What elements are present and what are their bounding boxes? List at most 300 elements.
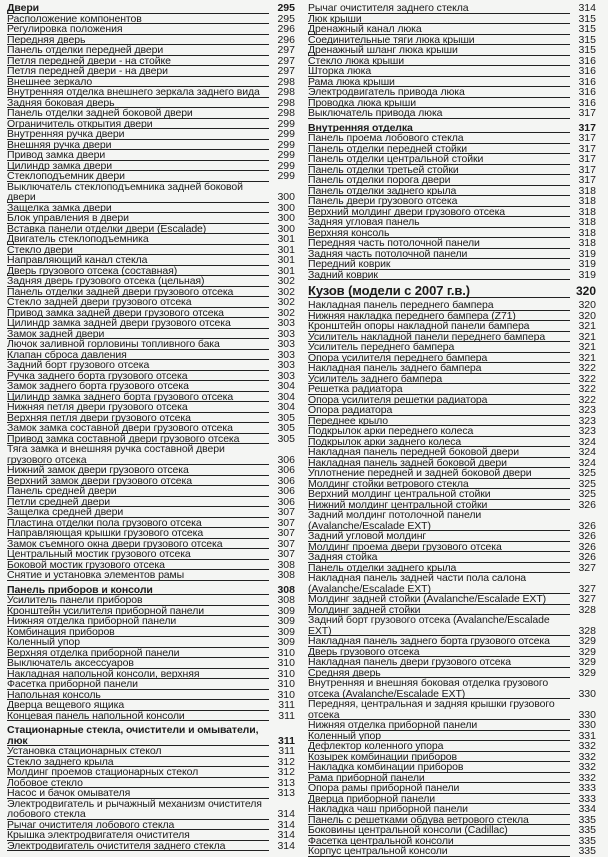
toc-entry-title: Петля передней двери - на стойке (7, 54, 171, 67)
toc-entry-title: Центральный мостик грузового отсека (7, 548, 191, 560)
toc-entry-title: Кузов (модели с 2007 г.в.) (308, 283, 470, 298)
toc-entry-title: Верхний замок двери грузового отсека (7, 474, 192, 487)
toc-entry-title: Опора рамы приборной панели (308, 782, 460, 794)
toc-entry-title: Накладная напольной консоли, верхняя (7, 667, 200, 680)
toc-entry (308, 108, 596, 119)
toc-entry-title: Усилитель накладной панели переднего бампера (308, 330, 546, 343)
toc-entry-title: Цилиндр замка задней двери грузового отсека (7, 317, 231, 329)
toc-entry (7, 679, 295, 690)
toc-page-number: 324 (570, 447, 596, 458)
toc-page-number: 299 (269, 150, 295, 161)
toc-page-number: 311 (269, 711, 295, 722)
toc-entry-title: Стекло задней двери грузового отсека (7, 296, 192, 308)
toc-entry (7, 767, 295, 778)
toc-page-number: 306 (269, 476, 295, 487)
toc-entry-title: Внутренняя и внешняя боковая отделка грузового отсека (Avalanche/Escalade EXT) (308, 677, 549, 700)
toc-page-number: 295 (269, 3, 295, 14)
toc-page-number: 306 (269, 455, 295, 466)
toc-page-number: 296 (269, 24, 295, 35)
toc-page-number: 332 (570, 741, 596, 752)
toc-entry-title: Опора радиатора (308, 404, 393, 416)
toc-entry (308, 87, 596, 98)
toc-entry-title: Вставка панели отделки двери (Escalade) (7, 222, 207, 235)
toc-entry-title: Внутренняя отделка (308, 121, 413, 134)
toc-entry (308, 426, 596, 437)
toc-entry-title: Комбинация приборов (7, 625, 115, 638)
toc-page-number: 318 (570, 207, 596, 218)
toc-page-number: 309 (269, 627, 295, 638)
toc-left-column (7, 3, 295, 851)
toc-entry (7, 150, 295, 161)
toc-entry-title: Опора усилителя переднего бампера (308, 351, 488, 364)
toc-page-number: 300 (269, 203, 295, 214)
toc-page-number: 326 (570, 542, 596, 553)
toc-page-number: 315 (570, 45, 596, 56)
toc-page-number: 316 (570, 87, 596, 98)
toc-page-number: 335 (570, 846, 596, 857)
toc-entry-title: Ручка заднего борта грузового отсека (7, 369, 188, 382)
toc-entry-title: Боковой мостик грузового отсека (7, 558, 165, 571)
toc-entry-title: Крышка электродвигателя очистителя (7, 829, 190, 841)
toc-page-number: 313 (269, 778, 295, 789)
toc-entry-title: Привод замка составной двери грузового отсека (7, 432, 240, 445)
toc-entry (7, 402, 295, 413)
toc-entry-title: Панель отделки третьей стойки (308, 163, 459, 176)
toc-entry (7, 637, 295, 648)
toc-entry-title: Рычаг очистителя лобового стекла (7, 818, 175, 831)
toc-page-number: 327 (570, 594, 596, 605)
toc-entry (7, 318, 295, 329)
toc-entry-title: Коленный упор (308, 729, 381, 742)
toc-page-number: 321 (570, 321, 596, 332)
toc-entry-title: Ограничитель открытия двери (7, 117, 153, 130)
toc-entry (308, 594, 596, 605)
toc-entry-title: Подкрылок арки заднего колеса (308, 435, 462, 448)
toc-entry-title: Задняя дверь грузового отсека (цельная) (7, 275, 205, 287)
toc-entry-title: Дверца приборной панели (308, 792, 436, 805)
toc-entry-title: Рама приборной панели (308, 771, 425, 784)
toc-page-number: 304 (269, 402, 295, 413)
toc-page-number: 330 (570, 710, 596, 721)
toc-entry-title: Кронштейн усилителя приборной панели (7, 604, 204, 617)
toc-page-number: 319 (570, 259, 596, 270)
toc-entry-title: Нижняя накладка переднего бампера (Z71) (308, 309, 516, 322)
toc-entry-title: Стекло заднего крыла (7, 755, 114, 768)
toc-entry-title: Дверь грузового отсека (308, 645, 420, 658)
toc-section-heading (308, 284, 596, 298)
toc-entry (308, 270, 596, 281)
toc-entry-title: Выключатель стеклоподъемника задней боковой двери (7, 180, 243, 203)
toc-entry (7, 423, 295, 434)
toc-entry-title: Фасетка приборной панели (7, 678, 138, 690)
toc-entry-title: Накладная панель переднего бампера (308, 299, 494, 311)
toc-page-number: 295 (269, 14, 295, 25)
toc-entry-title: Нижняя отделка приборной панели (7, 615, 177, 627)
toc-page-number: 302 (269, 308, 295, 319)
toc-page-number: 312 (269, 767, 295, 778)
toc-entry-title: Стационарные стекла, очистители и омыватели, люк (7, 724, 259, 747)
toc-page-number: 316 (570, 77, 596, 88)
toc-page-number: 315 (570, 14, 596, 25)
toc-entry-title: Рама люка крыши (308, 75, 395, 88)
toc-page-number: 314 (570, 3, 596, 14)
toc-page-number: 329 (570, 636, 596, 647)
toc-entry-title: Усилитель заднего бампера (308, 372, 443, 385)
toc-page-number: 330 (570, 689, 596, 700)
toc-entry-title: Молдинг проемов стационарных стекол (7, 766, 199, 778)
toc-entry-title: Передняя, центральная и задняя крышки грузового отсека (308, 698, 555, 721)
toc-page-number: 303 (269, 329, 295, 340)
toc-entry (308, 804, 596, 815)
toc-entry (308, 259, 596, 270)
toc-entry-title: Двери (7, 2, 40, 14)
toc-entry-title: Накладная панель заднего борта грузового отсека (308, 635, 550, 647)
toc-page-number: 317 (570, 108, 596, 119)
toc-entry-title: Задний коврик (308, 268, 378, 281)
toc-section-heading (7, 3, 295, 14)
toc-entry-title: Накладная панель задней части пола салона (Avalanche/Escalade EXT) (308, 572, 527, 595)
toc-entry (308, 836, 596, 847)
toc-page-number: 318 (570, 238, 596, 249)
toc-entry-title: Верхний молдинг двери грузового отсека (308, 205, 506, 218)
toc-entry-title: Переднее крыло (308, 414, 389, 427)
toc-page-number: 306 (269, 465, 295, 476)
toc-entry-title: Стекло люка крыши (308, 54, 404, 67)
toc-entry-title: Защелка средней двери (7, 506, 124, 518)
toc-entry (308, 133, 596, 144)
toc-entry-title: Панель приборов и консоли (7, 583, 153, 596)
toc-entry (308, 510, 596, 531)
toc-page-number: 310 (269, 648, 295, 659)
toc-page-number: 308 (269, 560, 295, 571)
toc-entry (7, 486, 295, 497)
toc-entry (308, 238, 596, 249)
toc-entry-title: Дефлектор коленного упора (308, 740, 444, 752)
toc-page-number: 317 (570, 175, 596, 186)
toc-entry-title: Шторка люка (308, 65, 372, 77)
toc-page-number: 308 (269, 595, 295, 606)
toc-page-number: 298 (269, 108, 295, 119)
toc-entry (308, 720, 596, 731)
toc-page-number: 306 (269, 486, 295, 497)
toc-page-number: 319 (570, 270, 596, 281)
toc-page-number: 297 (269, 45, 295, 56)
toc-page-number: 315 (570, 24, 596, 35)
toc-entry-title: Насос и бачок омывателя (7, 787, 131, 799)
toc-entry (7, 841, 295, 852)
toc-page-number: 323 (570, 416, 596, 427)
toc-entry-title: Панель отделки заднего крыла (308, 184, 457, 197)
toc-entry (308, 154, 596, 165)
toc-entry-title: Боковины центральной консоли (Cadillac) (308, 824, 508, 836)
toc-entry-title: Верхняя консоль (308, 226, 390, 239)
toc-page-number: 311 (269, 746, 295, 757)
toc-page-number: 325 (570, 468, 596, 479)
toc-page-number: 320 (570, 311, 596, 322)
toc-entry (308, 45, 596, 56)
toc-page-number: 303 (269, 371, 295, 382)
toc-entry (308, 489, 596, 500)
toc-entry-title: Клапан сброса давления (7, 348, 127, 361)
toc-page-number: 318 (570, 196, 596, 207)
toc-page-number: 326 (570, 531, 596, 542)
toc-entry-title: Молдинг задней стойки (308, 603, 421, 616)
toc-entry-title: Нижний замок двери грузового отсека (7, 464, 189, 476)
toc-page-number: 321 (570, 342, 596, 353)
toc-entry-title: Подкрылок арки переднего колеса (308, 425, 474, 437)
toc-right-column (308, 3, 596, 857)
toc-entry (7, 276, 295, 287)
toc-page-number: 320 (570, 300, 596, 311)
toc-entry-title: Передняя часть потолочной панели (308, 237, 480, 249)
toc-entry-title: Нижний молдинг центральной стойки (308, 498, 488, 511)
toc-entry-title: Электродвигатель и рычажный механизм очистителя лобового стекла (7, 797, 262, 820)
toc-entry (308, 300, 596, 311)
toc-entry (308, 657, 596, 668)
toc-entry-title: Снятие и установка элементов рамы (7, 569, 185, 581)
toc-entry-title: Панель проема лобового стекла (308, 132, 464, 144)
toc-entry (308, 762, 596, 773)
toc-entry (7, 297, 295, 308)
toc-page-number: 311 (269, 700, 295, 711)
toc-page-number: 303 (269, 318, 295, 329)
toc-page-number: 304 (269, 381, 295, 392)
toc-entry-title: Накладка чаш приборной панели (308, 803, 468, 815)
toc-entry (308, 573, 596, 594)
toc-page-number: 310 (269, 690, 295, 701)
toc-page-number: 297 (269, 56, 295, 67)
toc-entry (308, 615, 596, 636)
toc-entry-title: Усилитель переднего бампера (308, 341, 455, 353)
toc-entry-title: Электродвигатель очистителя заднего стекла (7, 839, 226, 852)
toc-page-number: 334 (570, 804, 596, 815)
toc-entry-title: Панель средней двери (7, 485, 117, 497)
toc-entry (7, 213, 295, 224)
toc-entry (7, 788, 295, 799)
toc-page-number: 305 (269, 423, 295, 434)
toc-page-number: 317 (570, 144, 596, 155)
toc-entry (308, 846, 596, 857)
toc-entry-title: Дренажный канал люка (308, 23, 422, 35)
toc-entry-title: Цилиндр замка двери (7, 159, 112, 172)
toc-entry-title: Петля передней двери - на двери (7, 65, 168, 77)
toc-entry-title: Фасетка центральной консоли (308, 834, 454, 847)
toc-page-number: 305 (269, 413, 295, 424)
toc-entry-title: Двигатель стеклоподъемника (7, 233, 149, 245)
toc-entry-title: Задняя часть потолочной панели (308, 247, 468, 260)
toc-page-number: 335 (570, 825, 596, 836)
toc-entry-title: Блок управления в двери (7, 212, 129, 224)
toc-entry (7, 799, 295, 820)
toc-entry-title: Пластина отделки пола грузового отсека (7, 516, 202, 529)
toc-entry-title: Молдинг задней стойки (Avalanche/Escalade EXT) (308, 593, 547, 605)
toc-entry (7, 66, 295, 77)
toc-entry-title: Электродвигатель привода люка (308, 86, 465, 98)
toc-entry (7, 570, 295, 581)
toc-page-number: 322 (570, 384, 596, 395)
toc-page-number: 333 (570, 794, 596, 805)
toc-page-number: 319 (570, 249, 596, 260)
toc-entry-title: Замок задней двери (7, 327, 105, 340)
toc-entry-title: Козырек комбинации приборов (308, 750, 458, 763)
toc-page-number: 320 (570, 284, 596, 298)
toc-entry (308, 699, 596, 720)
toc-entry-title: Рычаг очистителя заднего стекла (308, 2, 469, 14)
toc-page-number: 317 (570, 123, 596, 134)
toc-entry (7, 465, 295, 476)
toc-page-number: 308 (269, 585, 295, 596)
toc-entry-title: Панель отделки задней боковой двери (7, 107, 193, 119)
toc-entry (7, 658, 295, 669)
toc-page-number: 309 (269, 606, 295, 617)
toc-entry-title: Передний коврик (308, 258, 391, 270)
toc-entry-title: Верхняя петля двери грузового отсека (7, 411, 191, 424)
toc-page-number: 329 (570, 657, 596, 668)
toc-entry (7, 549, 295, 560)
toc-page-number: 328 (570, 605, 596, 616)
toc-entry-title: Задний молдинг потолочной панели (Avalanche/Escalade EXT) (308, 509, 482, 532)
toc-page-number: 314 (269, 820, 295, 831)
toc-entry-title: Средняя дверь (308, 666, 381, 679)
toc-entry (7, 444, 295, 465)
toc-page-number: 311 (269, 736, 295, 747)
toc-entry (308, 825, 596, 836)
toc-entry (7, 171, 295, 182)
toc-page-number: 301 (269, 266, 295, 277)
toc-entry-title: Регулировка положения (7, 23, 123, 35)
toc-page-number: 299 (269, 119, 295, 130)
toc-page-number: 325 (570, 489, 596, 500)
toc-page-number: 332 (570, 752, 596, 763)
toc-page-number: 333 (570, 783, 596, 794)
toc-entry-title: Передняя дверь (7, 33, 86, 46)
toc-page-number: 316 (570, 66, 596, 77)
toc-entry (308, 363, 596, 374)
toc-page-number: 302 (269, 297, 295, 308)
toc-entry (308, 405, 596, 416)
toc-page-number: 299 (269, 140, 295, 151)
toc-page-number: 306 (269, 497, 295, 508)
toc-page-number: 309 (269, 616, 295, 627)
toc-page-number: 307 (269, 528, 295, 539)
toc-entry-title: Верхний молдинг центральной стойки (308, 488, 491, 500)
toc-entry-title: Привод замка задней двери грузового отсека (7, 306, 224, 319)
toc-entry (7, 182, 295, 203)
toc-entry-title: Панель отделки передней двери (7, 44, 164, 56)
toc-entry (7, 711, 295, 722)
toc-entry-title: Лючок заливной горловины топливного бака (7, 338, 220, 350)
toc-entry (7, 746, 295, 757)
toc-page-number: 330 (570, 720, 596, 731)
toc-entry-title: Выключатель привода люка (308, 107, 443, 119)
toc-entry-title: Нижняя петля двери грузового отсека (7, 401, 188, 413)
toc-entry-title: Привод замка двери (7, 149, 106, 161)
toc-entry-title: Внутренняя ручка двери (7, 128, 125, 140)
toc-page-number: 304 (269, 392, 295, 403)
toc-entry-title: Корпус центральной консоли (308, 845, 448, 857)
toc-page-number: 301 (269, 245, 295, 256)
toc-page-number: 299 (269, 129, 295, 140)
toc-entry-title: Направляющий канал стекла (7, 254, 148, 266)
toc-page-number: 335 (570, 836, 596, 847)
toc-entry-title: Накладка комбинации приборов (308, 761, 464, 773)
toc-entry-title: Дверь грузового отсека (составная) (7, 264, 178, 277)
toc-page-number: 329 (570, 647, 596, 658)
toc-page-number: 308 (269, 570, 295, 581)
toc-page-number: 324 (570, 458, 596, 469)
toc-entry-title: Панель отделки центральной стойки (308, 153, 484, 165)
toc-page-number: 317 (570, 154, 596, 165)
toc-entry-title: Защелка замка двери (7, 201, 112, 214)
toc-page-number: 303 (269, 350, 295, 361)
toc-page-number: 301 (269, 255, 295, 266)
toc-entry-title: Задний борт грузового отсека (7, 359, 150, 371)
toc-entry (7, 360, 295, 371)
toc-entry (7, 830, 295, 841)
toc-page-number: 314 (269, 830, 295, 841)
toc-entry-title: Задний угловой молдинг (308, 530, 427, 542)
toc-page-number: 298 (269, 98, 295, 109)
toc-entry-title: Верхняя отделка приборной панели (7, 646, 180, 659)
toc-entry (308, 66, 596, 77)
toc-page-number: 302 (269, 287, 295, 298)
toc-entry-title: Тяга замка и внешняя ручка составной двери грузового отсека (7, 443, 225, 466)
toc-entry-title: Опора усилителя решетки радиатора (308, 393, 488, 406)
toc-entry-title: Лобовое стекло (7, 776, 83, 789)
toc-page-number: 332 (570, 773, 596, 784)
toc-entry (308, 3, 596, 14)
toc-entry-title: Панель двери грузового отсека (308, 195, 458, 207)
toc-entry-title: Накладная панель передней боковой двери (308, 446, 520, 458)
toc-entry (308, 531, 596, 542)
toc-page-number: 335 (570, 815, 596, 826)
toc-page-number: 303 (269, 339, 295, 350)
toc-entry-title: Петли средней двери (7, 495, 111, 508)
toc-entry (7, 381, 295, 392)
toc-entry-title: Уплотнение передней и задней боковой двери (308, 467, 532, 479)
toc-page-number: 303 (269, 360, 295, 371)
toc-entry-title: Направляющая крышки грузового отсека (7, 527, 204, 539)
toc-page-number: 299 (269, 161, 295, 172)
toc-page-number: 297 (269, 66, 295, 77)
toc-entry-title: Коленный упор (7, 636, 80, 648)
toc-page-number: 314 (269, 809, 295, 820)
toc-entry-title: Замок съемного окна двери грузового отсека (7, 537, 223, 550)
toc-entry-title: Панель отделки заднего крыла (308, 561, 457, 574)
toc-entry-title: Дренажный шланг люка крыши (308, 44, 458, 56)
toc-entry (7, 234, 295, 245)
toc-page-number: 316 (570, 56, 596, 67)
toc-entry-title: Нижняя отделка приборной панели (308, 719, 478, 731)
toc-entry-title: Панель отделки передней стойки (308, 142, 468, 155)
toc-entry (308, 342, 596, 353)
toc-page-number: 301 (269, 234, 295, 245)
toc-page-number: 322 (570, 363, 596, 374)
toc-entry (7, 339, 295, 350)
toc-page-number: 322 (570, 395, 596, 406)
toc-entry (7, 87, 295, 98)
toc-entry (308, 741, 596, 752)
toc-page-number: 314 (269, 841, 295, 852)
toc-entry (7, 129, 295, 140)
toc-entry-title: Панель отделки порога двери (308, 174, 451, 186)
toc-page-number: 312 (269, 757, 295, 768)
toc-entry-title: Напольная консоль (7, 688, 101, 701)
toc-page-number: 307 (269, 518, 295, 529)
toc-entry-title: Внешнее зеркало (7, 75, 93, 88)
toc-entry (308, 384, 596, 395)
toc-page-number: 324 (570, 437, 596, 448)
